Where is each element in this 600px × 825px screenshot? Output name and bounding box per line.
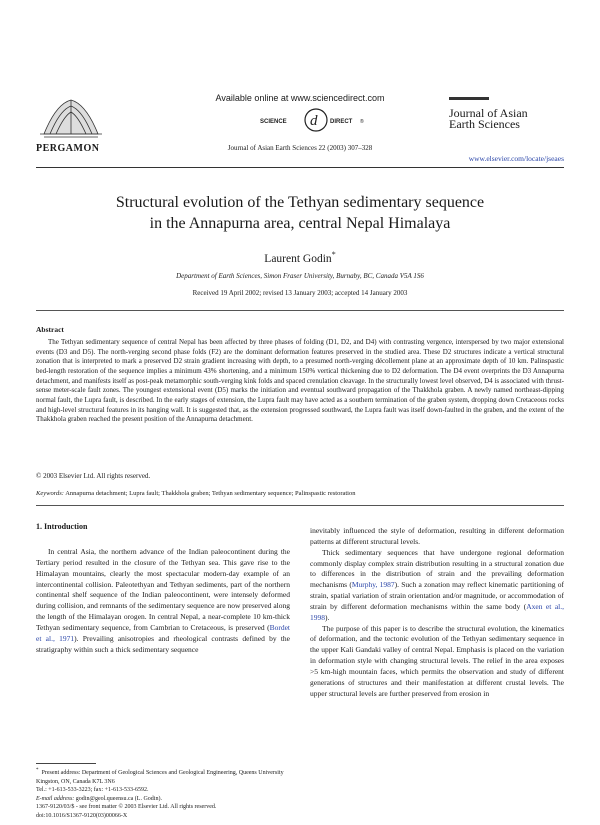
page-footer — [36, 803, 336, 821]
footnote-divider — [36, 763, 96, 764]
intro-paragraph-2 — [310, 548, 564, 624]
title-line1: Structural evolution of the Tethyan sedimentary sequence — [115, 194, 485, 211]
footnote-address-text: Present address: Department of Geological Sciences and Geological Engineering, Queens University Kingston, ON, Canada K7L 3N6 — [36, 770, 284, 785]
journal-name — [449, 108, 528, 130]
intro-paragraph-1 — [36, 547, 290, 655]
journal-name-line2: Earth Sciences — [449, 117, 520, 131]
intro-p2-text-a: Thick sedimentary sequences that have undergone regional deformation commonly display complex strain distribution resulting in a structural zonation due to differences in the distribution of strain and the prevailing deformation mechanisms ( — [310, 547, 564, 590]
journal-url-link[interactable]: www.elsevier.com/locate/jseaes — [468, 154, 564, 163]
abstract-text: The Tethyan sedimentary sequence of central Nepal has been affected by three phases of folding (D1, D2, and D4) with contrasting vergence, interspersed by two major extensional events (D3 and D5). The north-verging second phase folds (F2) are the dominant deformation features preserved in the studied area. These D2 structures indicate a vertical structural zonation that is interpreted to mark a preserved D2 strain gradient increasing with depth, to a presumed north-verging décollement plane at an approximate depth of 10 km. Palinspastic bed-length restoration of the sequence implies a minimum 43% shortening, and a minimum 150% vertical thickening due to D2 deformation. The D4 event overprints the D3 Annapurna detachment, and manifests itself as post-peak metamorphic south-verging kink folds and spaced crenulation cleavage. In the structurally lowest level observed, D4 is associated with thrust-sense meter-scale fault zones. The youngest extensional event (D5) marks the initiation and eventual southward propagation of the Thakkhola graben. A newly named northeast-dipping normal fault, the Lupra fault, is described. In the early stages of extension, the Lupra fault may have acted as a southern termination of the graben system, dropping down Cretaceous rocks and high-level structural features in its hanging wall. It is suggested that, as the extension progressed southward, the Lupra fault was itself down-faulted in the graben, and the extent of the Thakkhola graben reached the present position of the Annapurna detachment. — [36, 338, 564, 424]
title-line2: in the Annapurna area, central Nepal Himalaya — [149, 215, 451, 232]
available-online-notice: Available online at www.sciencedirect.com — [215, 93, 385, 103]
right-column — [310, 526, 564, 700]
sd-logo-science: SCIENCE — [260, 119, 287, 125]
intro-p1-text-b: ). Prevailing anisotropies and rheological contrasts defined by the stratigraphy within such a thick sedimentary sequence — [36, 633, 291, 654]
copyright-notice: © 2003 Elsevier Ltd. All rights reserved. — [36, 472, 151, 480]
publisher-name: PERGAMON — [36, 143, 100, 154]
left-column — [36, 547, 290, 655]
footnote-mark: * — [36, 768, 39, 773]
footnote-phone: Tel.: +1-613-533-3223; fax: +1-613-533-6592. — [36, 787, 149, 794]
abstract-divider — [36, 505, 564, 506]
footnote-email-label: E-mail address: — [36, 796, 75, 803]
received-dates: Received 19 April 2002; revised 13 January 2003; accepted 14 January 2003 — [192, 289, 408, 297]
section-heading-introduction: 1. Introduction — [36, 522, 88, 531]
title-divider — [36, 310, 564, 311]
sciencedirect-logo-icon — [258, 104, 378, 134]
author-footnote-link[interactable]: * — [331, 250, 336, 259]
author-affiliation: Department of Earth Sciences, Simon Fraser University, Burnaby, BC, Canada V5A 1S6 — [176, 272, 424, 280]
intro-paragraph-continued: inevitably influenced the style of deformation, resulting in different deformation patterns at different structural levels. — [310, 526, 564, 546]
svg-text:d: d — [310, 113, 318, 129]
author-name — [0, 250, 600, 265]
keywords — [36, 490, 355, 497]
footnote-address — [36, 767, 290, 786]
footnote-email-address[interactable]: godin@geol.queensu.ca (L. Godin). — [75, 796, 162, 803]
footer-doi: doi:10.1016/S1367-9120(03)00066-X — [36, 813, 128, 819]
citation-link-bordet[interactable]: Bordet et al., 1971 — [36, 622, 290, 643]
intro-p1-text-a: In central Asia, the northern advance of the Indian paleocontinent during the Tertiary period resulted in the closure of the Tethyan sea. This gave rise to the Himalayan mountains, clearly the most spectacular modern-day example of an intercontinental collision. Paleotethyan and Tethyan sediments, part of the northern continental shelf sequence of the Indian paleocontinent, were intensely deformed during collision, and remnants of the sedimentary sequence are now preserved along the length of the Himalayan orogen. In central Nepal, a near-complete 10 km-thick Tethyan sedimentary sequence, from Cambrian to Cretaceous, is preserved ( — [36, 547, 290, 632]
intro-p2-text-c: ). — [325, 612, 330, 622]
sd-logo-registered: ® — [360, 119, 364, 125]
citation-link-axen[interactable]: Axen et al., 1998 — [310, 601, 564, 622]
sd-logo-direct: DIRECT — [330, 119, 353, 125]
citation-link-murphy[interactable]: Murphy, 1987 — [351, 580, 395, 590]
article-title — [40, 192, 560, 234]
footer-issn: 1367-9120/03/$ - see front matter © 2003 Elsevier Ltd. All rights reserved. — [36, 804, 217, 810]
journal-name-line1: Journal of Asian — [449, 106, 528, 120]
author-footnote — [36, 767, 290, 804]
keywords-list: Annapurna detachment; Lupra fault; Thakkhola graben; Tethyan sedimentary sequence; Palinspastic restoration — [65, 490, 356, 497]
header-divider — [36, 167, 564, 168]
journal-citation: Journal of Asian Earth Sciences 22 (2003) 307–328 — [227, 144, 373, 152]
intro-paragraph-3: The purpose of this paper is to describe the structural evolution, the kinematics of deformation, and the tectonic evolution of the Tethyan sedimentary sequence in the upper Kali Gandaki valley of central Nepal. Emphasis is placed on the variation in deformation style with changing structural levels. The relief in the area exposes >5 km-high mountain faces, which permits the observation and study of different generations of structures and their manifestation at different crustal levels. The upper structural levels are further preserved from erosion in — [310, 623, 564, 698]
journal-logo-bar — [449, 97, 489, 100]
author-name-text: Laurent Godin — [264, 252, 332, 265]
intro-p2-text-b: ). Such a zonation may reflect kinematic partitioning of strain, spatial variation of strain orientation and/or magnitude, or accommodation of strain by different deformation mechanisms within the same body ( — [310, 580, 565, 611]
abstract-heading: Abstract — [36, 325, 64, 334]
keywords-label: Keywords: — [36, 490, 64, 497]
